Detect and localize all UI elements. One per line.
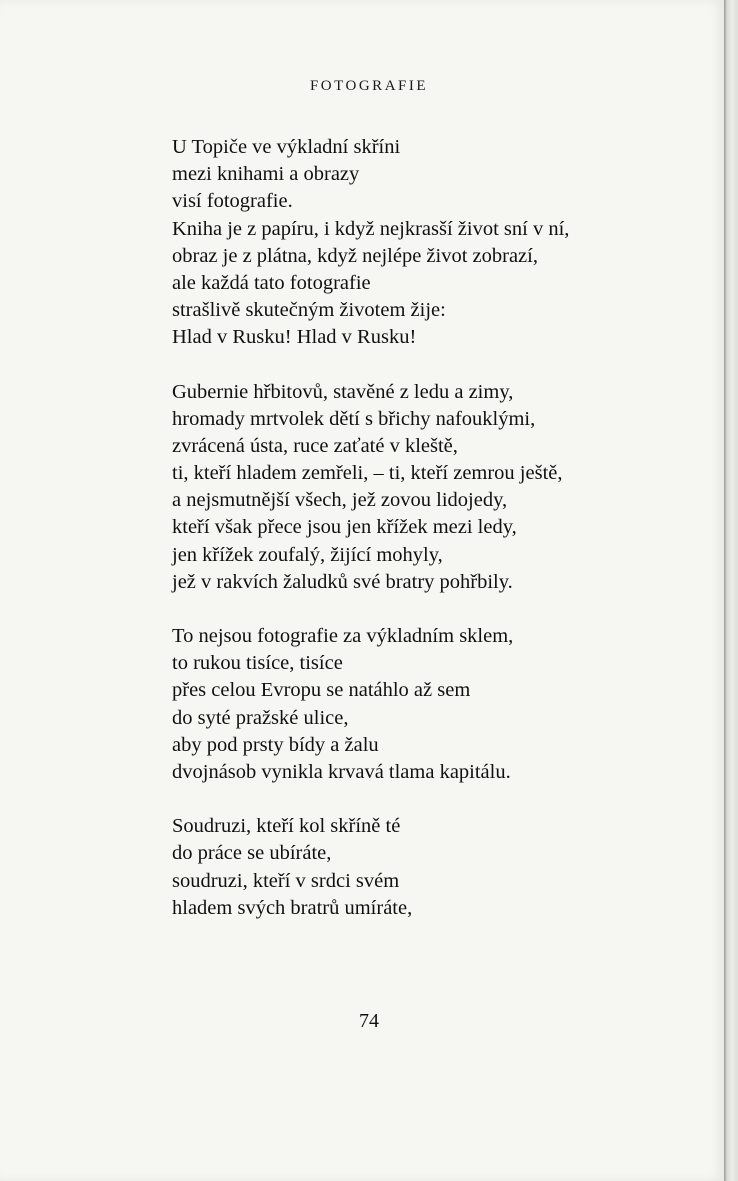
running-head: FOTOGRAFIE [309, 78, 429, 94]
stanza-4 [172, 813, 692, 922]
stanza-3 [172, 623, 692, 786]
poem-line: obraz je z plátna, když nejlépe život zobrazí, [172, 244, 538, 267]
poem-line: Soudruzi, kteří kol skříně té [172, 815, 401, 838]
poem-line: hromady mrtvolek dětí s břichy nafouklými, [172, 407, 536, 430]
poem-line: To nejsou fotografie za výkladním sklem, [172, 625, 514, 647]
poem-line: mezi knihami a obrazy [172, 163, 360, 186]
poem-line: zvrácená ústa, ruce zaťaté v kleště, [172, 434, 458, 457]
poem-line: přes celou Evropu se natáhlo až sem [172, 679, 471, 702]
poem-line: hladem svých bratrů umíráte, [172, 896, 413, 919]
poem-line: jen křížek zoufalý, žijící mohyly, [172, 543, 443, 566]
poem-line: dvojnásob vynikla krvavá tlama kapitálu. [172, 760, 511, 783]
poem-line: soudruzi, kteří v srdci svém [172, 869, 400, 892]
poem-line: Kniha je z papíru, i když nejkrasší život sní v ní, [172, 217, 570, 240]
poem-line: jež v rakvích žaludků své bratry pohřbily. [172, 570, 513, 593]
poem-line: Gubernie hřbitovů, stavěné z ledu a zimy, [172, 380, 514, 403]
poem-line: to rukou tisíce, tisíce [172, 652, 343, 675]
poem-line: aby pod prsty bídy a žalu [172, 733, 379, 756]
poem-line: ale každá tato fotografie [172, 271, 371, 294]
poem-line: do práce se ubíráte, [172, 842, 332, 865]
poem-line: a nejsmutnější všech, jež zovou lidojedy, [172, 489, 508, 512]
poem-line: do syté pražské ulice, [172, 706, 349, 729]
poem-line: strašlivě skutečným životem žije: [172, 299, 446, 322]
poem-line: U Topiče ve výkladní skříni [172, 136, 401, 158]
stanza-1 [172, 134, 692, 352]
poem-line: Hlad v Rusku! Hlad v Rusku! [172, 326, 417, 349]
stanza-2 [172, 379, 692, 597]
page-number: 74 [359, 1010, 379, 1032]
poem-line: ti, kteří hladem zemřeli, – ti, kteří zemrou ještě, [172, 462, 563, 485]
poem [172, 134, 692, 949]
poem-line: visí fotografie. [172, 190, 293, 213]
poem-line: kteří však přece jsou jen křížek mezi ledy, [172, 516, 517, 539]
page-edge [724, 0, 738, 1181]
